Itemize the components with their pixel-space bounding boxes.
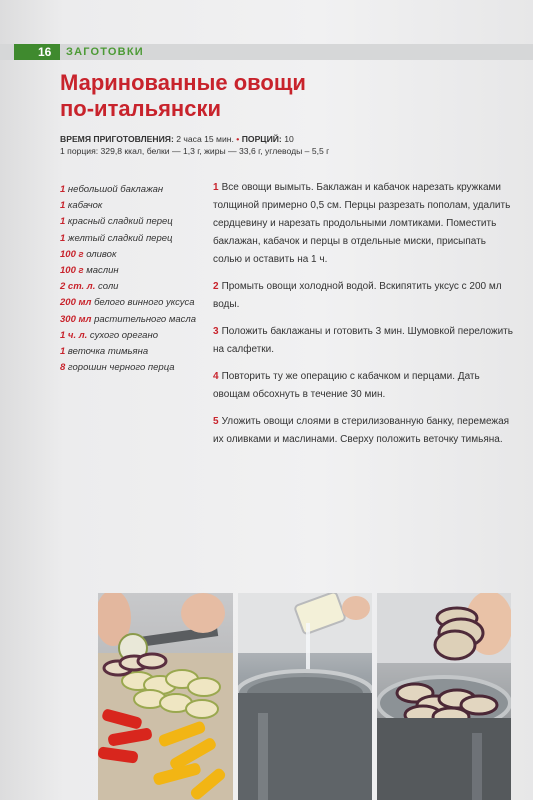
photo-eggplant-slices [377,593,511,800]
ingredient-item: 2 ст. л. соли [60,281,119,293]
step-number: 3 [213,326,219,337]
step-text: Все овощи вымыть. Баклажан и кабачок нарезать кружками толщиной примерно 0,5 см. Перцы разрезать пополам, удалить сердцевину и нарезать продольными ломтиками. Поместить баклажан, кабачок и перцы в отдельные миски, присыпать солью и оставить на 1 ч. [213,182,511,265]
ingredient-item: 1 желтый сладкий перец [60,232,173,244]
photo-slicing-vegetables [98,593,233,800]
ingredient-item: 300 мл растительного масла [60,313,197,325]
meta-line-1 [60,133,500,145]
step-item [213,179,513,269]
ingredient-item: 1 небольшой баклажан [60,184,164,195]
photo-pouring-vinegar [238,593,372,800]
ingredients-list [60,182,200,376]
ingredient-item: 100 г оливок [60,248,117,260]
portions-value: 10 [284,134,294,144]
recipe-title [60,70,500,122]
step-item [213,413,513,449]
ingredient-item: 8 горошин черного перца [60,362,175,374]
time-label: ВРЕМЯ ПРИГОТОВЛЕНИЯ: [60,134,174,144]
ingredient-item: 1 веточка тимьяна [60,346,149,358]
step-item [213,323,513,359]
title-line-1: Маринованные овощи [60,70,306,95]
ingredient-item: 1 ч. л. сухого орегано [60,329,158,341]
portions-label: ПОРЦИЙ: [241,134,282,144]
page-number: 16 [14,44,60,60]
step-text: Положить баклажаны и готовить 3 мин. Шумовкой переложить на салфетки. [213,326,513,355]
title-line-2: по-итальянски [60,96,221,121]
step-item [213,368,513,404]
step-number: 4 [213,371,219,382]
step-item [213,278,513,314]
time-value: 2 часа 15 мин. [176,134,234,144]
step-text: Промыть овощи холодной водой. Вскипятить уксус с 200 мл воды. [213,281,502,310]
step-text: Уложить овощи слоями в стерилизованную банку, перемежая их оливками и маслинами. Сверху положить веточку тимьяна. [213,416,510,445]
step-number: 2 [213,281,219,292]
ingredient-item: 1 кабачок [60,200,103,212]
section-label: ЗАГОТОВКИ [66,46,144,58]
step-text: Повторить ту же операцию с кабачком и перцами. Дать овощам обсохнуть в течение 30 мин. [213,371,480,400]
recipe-meta [60,133,500,157]
ingredient-item: 1 красный сладкий перец [60,216,173,228]
steps-list [213,179,513,458]
ingredient-item: 200 мл белого винного уксуса [60,297,195,309]
ingredient-item: 100 г маслин [60,265,119,277]
step-number: 5 [213,416,219,427]
step-number: 1 [213,182,219,193]
meta-bullet: • [236,134,240,144]
nutrition-line: 1 порция: 329,8 ккал, белки — 1,3 г, жиры — 33,6 г, углеводы – 5,5 г [60,146,330,156]
